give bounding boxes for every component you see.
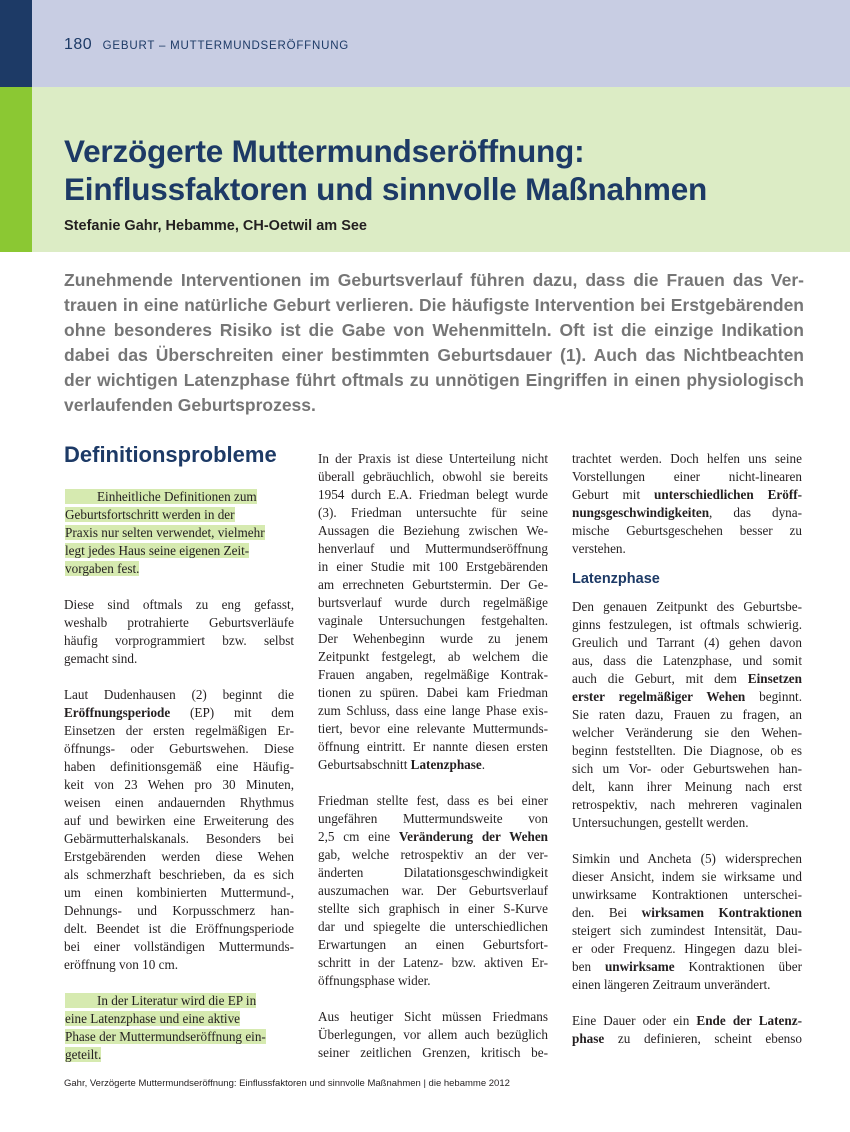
body-line: Untersuchungen, gestellt werden. <box>572 815 749 830</box>
bold-term: nungsgeschwindigkeiten <box>572 505 710 520</box>
body-text: Geburtsabschnitt <box>318 757 411 772</box>
body-text: Geburt mit <box>572 487 655 502</box>
body-line <box>572 1030 802 1048</box>
body-text: auch die Geburt, mit dem <box>572 671 748 686</box>
body-line: schritt in der Latenz- bzw. aktiven Er- <box>318 955 548 970</box>
bold-term: erster regelmäßiger Wehen <box>572 689 746 704</box>
body-line: öffnung eintritt. Er nannte diesen ersten <box>318 739 548 754</box>
body-line <box>572 1012 802 1030</box>
body-line: welcher Veränderung sie den Wehen- <box>572 725 802 740</box>
abstract-line: dabei das Überschreiten einer bestimmten Geburtsdauer (1). Auch das Nichtbeachten <box>64 345 804 365</box>
text-column-2 <box>318 450 548 1062</box>
highlight-line: Praxis nur selten verwendet, vielmehr <box>65 525 265 540</box>
body-line: Gebärmutterhalskanals. Besonders bei <box>64 831 294 846</box>
body-line <box>572 904 802 922</box>
body-line: eröffnung von 10 cm. <box>64 957 179 972</box>
body-text: zu definieren, scheint ebenso <box>604 1031 802 1046</box>
highlight-box <box>64 488 294 578</box>
body-line <box>64 704 294 722</box>
abstract-line: ohne besonderes Risiko ist die Gabe von Wehenmitteln. Oft ist die einzige Indikation <box>64 320 804 340</box>
body-text: ben <box>572 959 605 974</box>
body-line <box>572 670 802 688</box>
body-line: Friedman stellte fest, dass es bei einer <box>318 793 548 808</box>
body-line: um einen kombinierten Muttermund-, <box>64 885 294 900</box>
abstract <box>64 268 804 418</box>
body-line: Laut Dudenhausen (2) beginnt die <box>64 687 294 702</box>
body-line: als schmerzhaft beschrieben, da es sich <box>64 867 294 882</box>
title-line: Verzögerte Muttermundseröffnung: <box>64 133 585 169</box>
highlight-line: In der Literatur wird die EP in <box>65 993 256 1008</box>
body-line: seiner zeitlichen Grenzen, kritisch be- <box>318 1045 548 1060</box>
body-line: mische Geburtsgeschehen besser zu <box>572 523 802 538</box>
body-line: ginns festzulegen, ist oftmals schwierig. <box>572 617 802 632</box>
body-line: sich um Vor- oder Geburtswehen han- <box>572 761 802 776</box>
highlight-line: vorgaben fest. <box>65 561 140 576</box>
abstract-line: der wichtigen Latenzphase führt oftmals zu unnötigen Eingriffen in einen physiologisch <box>64 370 804 390</box>
bold-term: wirksamen Kontraktionen <box>641 905 802 920</box>
body-line: gemacht sind. <box>64 651 138 666</box>
body-line: burtsverlauf wurde durch regelmäßige <box>318 595 548 610</box>
abstract-line: Zunehmende Interventionen im Geburtsverlauf führen dazu, dass die Frauen das Ver- <box>64 270 804 290</box>
article-title <box>64 132 834 208</box>
highlight-line: Phase der Muttermundseröffnung ein- <box>65 1029 266 1044</box>
body-line: Zeitpunkt festgelegt, ab welchem die <box>318 649 548 664</box>
body-line: weisen einen andauernden Rhythmus <box>64 795 294 810</box>
body-line: In der Praxis ist diese Unterteilung nicht <box>318 451 548 466</box>
body-line: weshalb protrahierte Geburtsverläufe <box>64 615 294 630</box>
abstract-line: verlaufenden Geburtsprozess. <box>64 395 316 415</box>
body-line: Dehnungs- und Korpusschmerz han- <box>64 903 294 918</box>
bold-term: unterschiedlichen Eröff- <box>654 487 802 502</box>
body-line: tiert, bevor eine relevante Muttermunds- <box>318 721 548 736</box>
body-line: Greulich und Tarrant (4) gehen davon <box>572 635 802 650</box>
body-line: er oder Frequenz. Hingegen dazu blei- <box>572 941 802 956</box>
body-line: verstehen. <box>572 541 626 556</box>
body-line <box>572 688 802 706</box>
body-line: öffnungsphase wider. <box>318 973 431 988</box>
bold-term: unwirksame <box>604 959 675 974</box>
body-text: Kontraktionen über <box>674 959 802 974</box>
body-text: beginnt. <box>745 689 802 704</box>
body-line: Simkin und Ancheta (5) widersprechen <box>572 851 802 866</box>
body-line: steigert sich zumindest Intensität, Dau- <box>572 923 802 938</box>
body-line: tionen zu spüren. Dabei kam Friedman <box>318 685 548 700</box>
running-head <box>64 36 349 54</box>
highlight-line: legt jedes Haus seine eigenen Zeit- <box>65 543 250 558</box>
body-line: keit von 23 Wehen pro 30 Minuten, <box>64 777 294 792</box>
title-accent-bar <box>0 87 32 252</box>
bold-term: phase <box>572 1031 605 1046</box>
highlight-box <box>64 992 294 1064</box>
section-heading: Definitionsprobleme <box>64 442 277 467</box>
highlight-line: Einheitliche Definitionen zum <box>65 489 257 504</box>
bold-term: Veränderung der Wehen <box>398 829 549 844</box>
body-line: öffnungs- oder Geburtswehen. Diese <box>64 741 294 756</box>
section-label: GEBURT – MUTTERMUNDSERÖFFNUNG <box>102 40 350 52</box>
body-line: delt. Beendet ist die Eröffnungsperiode <box>64 921 294 936</box>
body-line: Diese sind oftmals zu eng gefasst, <box>64 597 294 612</box>
body-line: unwirksame Kontraktionen unterschei- <box>572 887 802 902</box>
body-text: , das dyna- <box>709 505 802 520</box>
body-line: Der Wehenbeginn wurde zu jenem <box>318 631 548 646</box>
body-line: trachtet werden. Doch helfen uns seine <box>572 451 802 466</box>
body-line: änderten Dilatationsgeschwindigkeit <box>318 865 548 880</box>
text-column-1 <box>64 442 294 1064</box>
bold-term: Ende der Latenz- <box>696 1013 802 1028</box>
body-line: henverlauf und Muttermundseröffnung <box>318 541 548 556</box>
abstract-line: trauen in eine natürliche Geburt verlieren. Die häufigste Intervention bei Erstgebärenden <box>64 295 804 315</box>
body-line: überall gebräuchlich, obwohl sie bereits <box>318 469 548 484</box>
body-line: delt, kann ihrer Meinung nach erst <box>572 779 802 794</box>
body-line: stellte sich graphisch in einer S-Kurve <box>318 901 548 916</box>
body-line: Sie raten dazu, Frauen zu fragen, an <box>572 707 802 722</box>
body-line: Erwartungen an einen Geburtsfort- <box>318 937 548 952</box>
body-line: am errechneten Geburtstermin. Der Ge- <box>318 577 548 592</box>
title-line: Einflussfaktoren und sinnvolle Maßnahmen <box>64 171 708 207</box>
body-line: aus, dass die Latenzphase, und somit <box>572 653 802 668</box>
body-line: Den genauen Zeitpunkt des Geburtsbe- <box>572 599 802 614</box>
highlight-line: geteilt. <box>65 1047 102 1062</box>
body-line: Aus heutiger Sicht müssen Friedmans <box>318 1009 548 1024</box>
body-line: ungefähren Muttermundsweite von <box>318 811 548 826</box>
body-line <box>318 756 548 774</box>
body-line: dar und spiegelte die unterschiedlichen <box>318 919 548 934</box>
body-text: 2,5 cm eine <box>318 829 399 844</box>
page-footer: Gahr, Verzögerte Muttermundseröffnung: Einflussfaktoren und sinnvolle Maßnahmen | die hebamme 2012 <box>64 1078 510 1089</box>
body-text: (EP) mit dem <box>170 705 294 720</box>
body-line: gab, welche retrospektiv an der ver- <box>318 847 548 862</box>
body-line: 1954 durch E.A. Friedman belegt wurde <box>318 487 548 502</box>
body-line: auszumachen war. Der Geburtsverlauf <box>318 883 548 898</box>
page-number: 180 <box>64 36 93 53</box>
bold-term: Latenzphase <box>410 757 482 772</box>
body-line: in einer Studie mit 100 Erstgebärenden <box>318 559 548 574</box>
article-authors: Stefanie Gahr, Hebamme, CH-Oetwil am See <box>64 218 367 234</box>
body-line: Vorstellungen einer nicht-linearen <box>572 469 802 484</box>
text-column-3 <box>572 450 802 1048</box>
body-line <box>572 504 802 522</box>
header-accent-bar <box>0 0 32 87</box>
body-line: (3). Friedman untersuchte für seine <box>318 505 548 520</box>
body-text: den. Bei <box>572 905 642 920</box>
highlight-line: eine Latenzphase und eine aktive <box>65 1011 241 1026</box>
bold-term: Eröffnungsperiode <box>64 705 171 720</box>
body-line <box>572 958 802 976</box>
body-line: einen längeren Zeitraum unverändert. <box>572 977 771 992</box>
body-line: bei einer vollständigen Muttermunds- <box>64 939 294 954</box>
body-line: retrospektiv, nach mehreren vaginalen <box>572 797 802 812</box>
body-line: zum Schluss, dass eine lange Phase exis- <box>318 703 548 718</box>
body-line: auf und bewirken eine Erweiterung des <box>64 813 294 828</box>
bold-term: Einsetzen <box>747 671 802 686</box>
body-line: Frauen angaben, regelmäßige Kontrak- <box>318 667 548 682</box>
body-line: häufig vorprogrammiert bzw. selbst <box>64 633 294 648</box>
body-line: Aussagen die Beziehung zwischen We- <box>318 523 548 538</box>
body-text: Eine Dauer oder ein <box>572 1013 697 1028</box>
body-line: haben definitionsgemäß eine Häufig- <box>64 759 294 774</box>
body-line: Erstgebärenden werden diese Wehen <box>64 849 294 864</box>
highlight-line: Geburtsfortschritt werden in der <box>65 507 235 522</box>
body-line: beginn feststellten. Die Diagnose, ob es <box>572 743 802 758</box>
body-line: Überlegungen, vor allem auch bezüglich <box>318 1027 548 1042</box>
body-text: . <box>481 757 486 772</box>
body-line: dieser Ansicht, indem sie wirksame und <box>572 869 802 884</box>
body-line: vaginale Untersuchungen festgehalten. <box>318 613 548 628</box>
body-line <box>318 828 548 846</box>
body-line: Einsetzen der ersten regelmäßigen Er- <box>64 723 294 738</box>
subsection-heading: Latenzphase <box>572 571 660 587</box>
body-line <box>572 486 802 504</box>
